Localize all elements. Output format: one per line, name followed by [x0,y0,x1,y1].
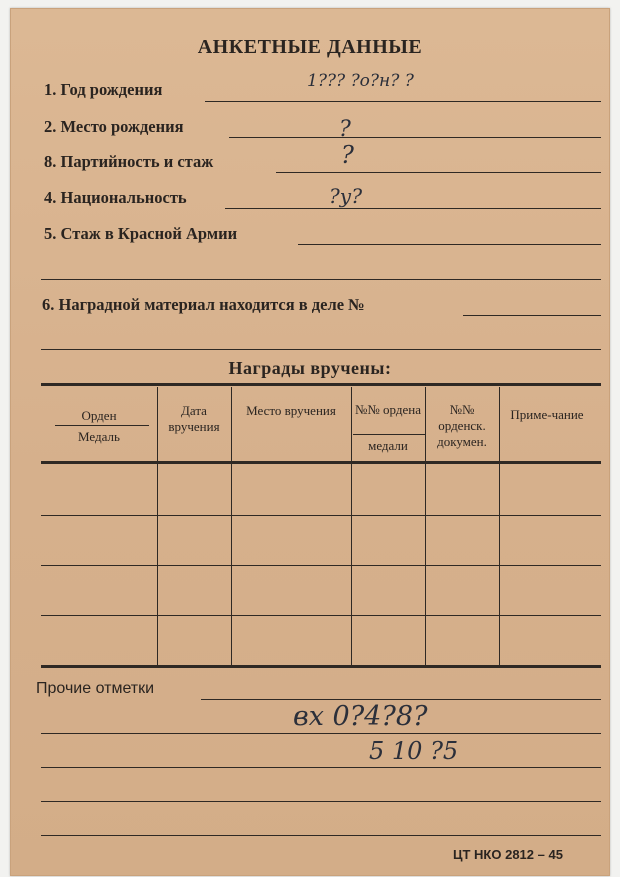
party-line [276,172,601,173]
award-material-label: 6. Наградной материал находится в деле № [42,295,365,314]
header-number-divider [353,434,425,435]
party-value: ? [341,141,354,169]
award-material-line [463,315,601,316]
birthplace-label: 2. Место рождения [44,117,184,136]
other-marks-line-3 [41,767,601,768]
other-marks-line [201,699,601,700]
column-divider [157,387,158,665]
other-marks-label: Прочие отметки [36,680,155,697]
column-divider [425,387,426,665]
birthplace-line [229,137,601,138]
header-document-number: №№ орденск. докумен. [437,402,487,449]
header-order-divider [55,425,149,426]
header-medal: Медаль [78,429,120,444]
party-label: 8. Партийность и стаж [44,152,214,171]
awards-title: Награды вручены: [228,358,392,378]
column-divider [231,387,232,665]
birthplace-value: ? [339,117,351,142]
table-header-border [41,461,601,464]
other-marks-line-2 [41,733,601,734]
column-divider [351,387,352,665]
table-bottom-border [41,665,601,668]
table-top-border [41,383,601,386]
birth-year-line [205,101,601,102]
table-row-line [41,615,601,616]
award-record-card [10,8,610,876]
header-medal-number: медали [368,438,408,453]
print-code: ЦТ НКО 2812 – 45 [453,847,563,862]
army-service-label: 5. Стаж в Красной Армии [44,224,238,243]
other-marks-line-5 [41,835,601,836]
other-marks-value-2: 5 10 ?5 [369,737,459,765]
army-service-line-2 [41,279,601,280]
form-title: АНКЕТНЫЕ ДАННЫЕ [197,36,423,58]
army-service-line [298,244,601,245]
other-marks-line-4 [41,801,601,802]
nationality-value: ?у? [329,184,363,208]
table-row-line [41,565,601,566]
birth-year-label: 1. Год рождения [44,80,163,99]
header-note: Приме-чание [510,407,584,422]
nationality-label: 4. Национальность [44,188,187,207]
nationality-line [225,208,601,209]
birth-year-value: 1??? ?о?н? ? [307,71,414,91]
column-divider [499,387,500,665]
other-marks-value-1: вх 0?4?8? [293,701,428,732]
header-date: Дата вручения [168,403,220,434]
header-place: Место вручения [246,403,336,418]
award-material-line-2 [41,349,601,350]
header-order-number: №№ ордена [355,402,421,417]
table-row-line [41,515,601,516]
header-order: Орден [81,408,117,423]
